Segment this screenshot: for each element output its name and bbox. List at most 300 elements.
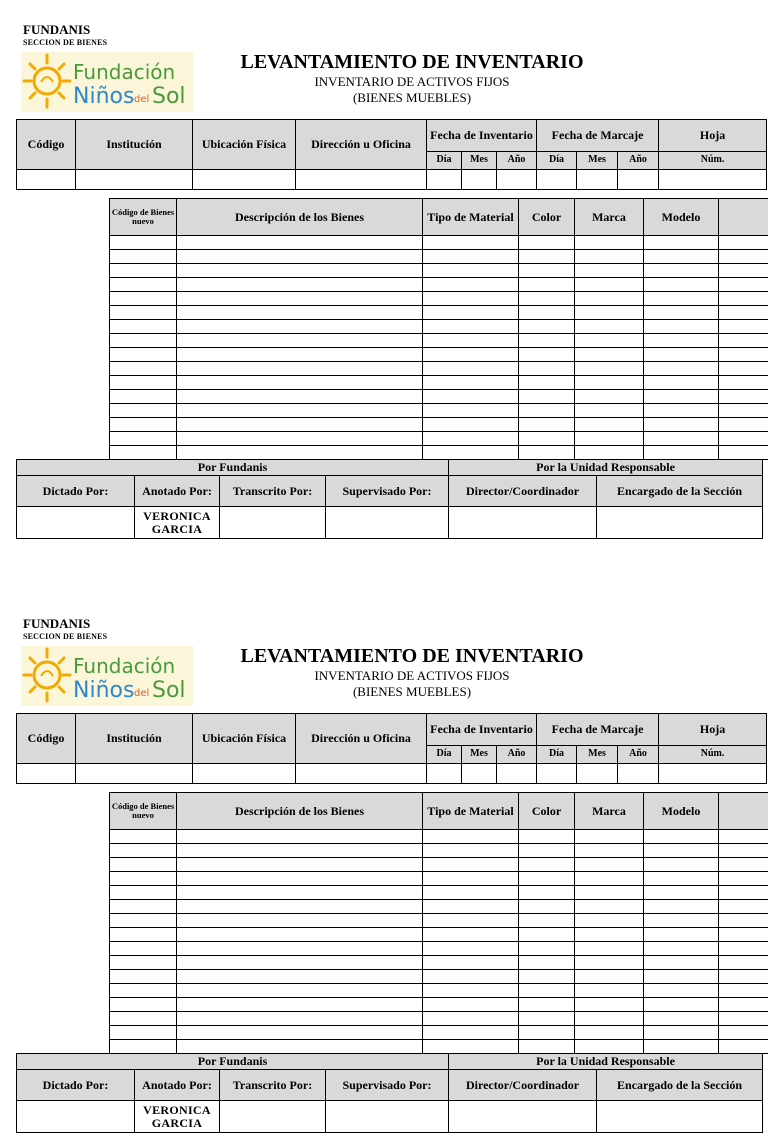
table-cell[interactable] [177,278,423,292]
table-cell[interactable] [177,390,423,404]
table-cell[interactable] [719,376,768,390]
table-cell[interactable] [519,872,575,886]
table-cell[interactable] [177,956,423,970]
table-cell[interactable] [177,928,423,942]
label-director: Director/Coordinador [449,1070,597,1101]
table-cell[interactable] [519,984,575,998]
table-cell[interactable] [519,1012,575,1026]
field-hoja-num[interactable] [659,170,767,190]
table-cell[interactable] [110,292,177,306]
table-cell[interactable] [423,914,519,928]
table-cell[interactable] [519,376,575,390]
table-cell[interactable] [575,404,644,418]
table-cell[interactable] [110,1026,177,1040]
table-cell[interactable] [719,830,768,844]
table-cell[interactable] [110,872,177,886]
field-director[interactable] [449,507,597,539]
table-cell[interactable] [423,1012,519,1026]
table-cell[interactable] [519,348,575,362]
table-cell[interactable] [644,278,719,292]
table-cell[interactable] [719,914,768,928]
table-cell[interactable] [423,292,519,306]
table-cell[interactable] [575,1026,644,1040]
table-cell[interactable] [177,984,423,998]
table-cell[interactable] [644,306,719,320]
table-cell[interactable] [719,334,768,348]
table-cell[interactable] [423,1026,519,1040]
table-cell[interactable] [177,292,423,306]
table-cell[interactable] [177,998,423,1012]
table-cell[interactable] [719,984,768,998]
table-cell[interactable] [644,998,719,1012]
table-cell[interactable] [644,376,719,390]
table-cell[interactable] [575,362,644,376]
table-cell[interactable] [519,418,575,432]
table-cell[interactable] [423,872,519,886]
field-codigo[interactable] [17,764,76,784]
table-cell[interactable] [177,886,423,900]
table-cell[interactable] [110,1012,177,1026]
col-extra [719,793,768,830]
table-cell[interactable] [177,914,423,928]
table-cell[interactable] [575,376,644,390]
table-cell[interactable] [519,914,575,928]
field-institucion[interactable] [76,764,193,784]
field-inv-mes[interactable] [462,764,497,784]
table-cell[interactable] [177,404,423,418]
table-cell[interactable] [719,1012,768,1026]
table-cell[interactable] [519,292,575,306]
table-cell[interactable] [719,1040,768,1054]
table-cell[interactable] [110,418,177,432]
col-mes: Mes [462,152,497,170]
table-cell[interactable] [519,250,575,264]
table-cell[interactable] [177,872,423,886]
field-ubicacion[interactable] [193,764,296,784]
table-cell[interactable] [423,334,519,348]
table-cell[interactable] [644,942,719,956]
table-cell[interactable] [575,1012,644,1026]
table-cell[interactable] [719,264,768,278]
table-cell[interactable] [719,886,768,900]
col-codigo-bienes: Código de Bienes nuevo [110,199,177,236]
table-cell[interactable] [575,278,644,292]
logo-line2c: Sol [152,678,186,703]
table-cell[interactable] [644,984,719,998]
table-cell[interactable] [177,348,423,362]
table-cell[interactable] [110,914,177,928]
field-transcrito[interactable] [220,507,326,539]
table-cell[interactable] [110,278,177,292]
table-row [110,250,768,264]
header-table [16,713,767,784]
table-cell[interactable] [719,446,768,460]
table-cell[interactable] [575,830,644,844]
table-cell[interactable] [575,970,644,984]
org-name: FUNDANIS [23,616,90,632]
table-cell[interactable] [644,418,719,432]
table-cell[interactable] [423,418,519,432]
table-row [110,362,768,376]
table-cell[interactable] [177,1040,423,1054]
fundacion-logo [21,52,193,112]
table-cell[interactable] [519,830,575,844]
table-cell[interactable] [177,264,423,278]
table-cell[interactable] [177,250,423,264]
table-cell[interactable] [423,306,519,320]
table-cell[interactable] [423,956,519,970]
logo-line2b: del [134,94,149,105]
table-cell[interactable] [519,236,575,250]
col-num: Núm. [659,152,767,170]
col-dia: Día [427,152,462,170]
table-cell[interactable] [719,348,768,362]
table-cell[interactable] [423,362,519,376]
table-cell[interactable] [423,446,519,460]
table-cell[interactable] [719,306,768,320]
table-cell[interactable] [177,432,423,446]
table-cell[interactable] [110,858,177,872]
col-anio: Año [618,152,659,170]
col-fecha-marcaje: Fecha de Marcaje [537,714,659,746]
table-cell[interactable] [719,250,768,264]
table-cell[interactable] [177,844,423,858]
field-hoja-num[interactable] [659,764,767,784]
table-cell[interactable] [423,264,519,278]
table-cell[interactable] [644,390,719,404]
field-transcrito[interactable] [220,1101,326,1133]
table-cell[interactable] [423,998,519,1012]
table-cell[interactable] [519,334,575,348]
table-cell[interactable] [177,306,423,320]
table-cell[interactable] [110,446,177,460]
table-cell[interactable] [519,886,575,900]
table-cell[interactable] [519,844,575,858]
table-cell[interactable] [644,362,719,376]
table-cell[interactable] [177,320,423,334]
table-cell[interactable] [575,292,644,306]
table-cell[interactable] [519,320,575,334]
table-cell[interactable] [719,404,768,418]
form-subtitle: INVENTARIO DE ACTIVOS FIJOS [190,74,634,90]
table-cell[interactable] [423,320,519,334]
table-cell[interactable] [519,858,575,872]
table-cell[interactable] [575,998,644,1012]
table-cell[interactable] [519,928,575,942]
table-cell[interactable] [519,970,575,984]
table-cell[interactable] [177,858,423,872]
table-cell[interactable] [575,264,644,278]
table-cell[interactable] [719,236,768,250]
anotado-name: VERONICA GARCIA [135,507,220,539]
field-inv-mes[interactable] [462,170,497,190]
table-cell[interactable] [575,872,644,886]
table-cell[interactable] [177,362,423,376]
table-cell[interactable] [177,830,423,844]
col-dia: Día [427,746,462,764]
table-cell[interactable] [110,264,177,278]
col-modelo: Modelo [644,793,719,830]
table-cell[interactable] [177,446,423,460]
table-cell[interactable] [177,334,423,348]
table-cell[interactable] [177,1012,423,1026]
table-cell[interactable] [644,928,719,942]
table-cell[interactable] [719,390,768,404]
table-cell[interactable] [575,858,644,872]
table-cell[interactable] [519,998,575,1012]
table-cell[interactable] [575,250,644,264]
table-cell[interactable] [644,858,719,872]
col-codigo: Código [17,714,76,764]
table-cell[interactable] [575,942,644,956]
table-cell[interactable] [110,236,177,250]
col-num: Núm. [659,746,767,764]
table-cell[interactable] [423,404,519,418]
table-cell[interactable] [644,844,719,858]
table-cell[interactable] [110,306,177,320]
table-cell[interactable] [644,264,719,278]
table-cell[interactable] [575,914,644,928]
label-anotado: Anotado Por: [135,1070,220,1101]
table-cell[interactable] [110,376,177,390]
field-mar-anio[interactable] [618,764,659,784]
table-cell[interactable] [644,914,719,928]
table-cell[interactable] [519,446,575,460]
table-cell[interactable] [177,236,423,250]
field-institucion[interactable] [76,170,193,190]
table-cell[interactable] [110,984,177,998]
table-cell[interactable] [177,418,423,432]
table-cell[interactable] [644,956,719,970]
table-cell[interactable] [575,900,644,914]
table-cell[interactable] [110,886,177,900]
table-cell[interactable] [519,404,575,418]
field-mar-dia[interactable] [537,764,577,784]
table-cell[interactable] [519,264,575,278]
col-modelo: Modelo [644,199,719,236]
table-cell[interactable] [423,984,519,998]
table-cell[interactable] [423,858,519,872]
field-supervisado[interactable] [326,507,449,539]
table-cell[interactable] [110,942,177,956]
table-row [110,236,768,250]
col-descripcion: Descripción de los Bienes [177,199,423,236]
table-cell[interactable] [644,334,719,348]
table-cell[interactable] [519,390,575,404]
table-cell[interactable] [719,858,768,872]
table-cell[interactable] [177,1026,423,1040]
col-fecha-inventario: Fecha de Inventario [427,120,537,152]
table-cell[interactable] [575,348,644,362]
table-cell[interactable] [719,872,768,886]
table-cell[interactable] [575,984,644,998]
table-cell[interactable] [644,236,719,250]
table-cell[interactable] [719,900,768,914]
table-cell[interactable] [110,830,177,844]
table-cell[interactable] [644,872,719,886]
table-cell[interactable] [423,390,519,404]
table-cell[interactable] [644,348,719,362]
table-cell[interactable] [575,390,644,404]
table-row [110,830,768,844]
table-cell[interactable] [423,278,519,292]
field-inv-anio[interactable] [497,170,537,190]
table-cell[interactable] [575,1040,644,1054]
table-cell[interactable] [423,1040,519,1054]
field-dictado[interactable] [17,1101,135,1133]
field-mar-anio[interactable] [618,170,659,190]
table-cell[interactable] [719,970,768,984]
table-cell[interactable] [110,404,177,418]
table-cell[interactable] [110,900,177,914]
table-cell[interactable] [719,844,768,858]
table-cell[interactable] [110,362,177,376]
table-cell[interactable] [423,942,519,956]
field-dictado[interactable] [17,507,135,539]
table-cell[interactable] [719,956,768,970]
table-cell[interactable] [423,830,519,844]
table-cell[interactable] [719,998,768,1012]
table-cell[interactable] [575,446,644,460]
table-cell[interactable] [423,432,519,446]
table-cell[interactable] [575,418,644,432]
field-director[interactable] [449,1101,597,1133]
field-inv-anio[interactable] [497,764,537,784]
table-cell[interactable] [423,844,519,858]
field-mar-mes[interactable] [577,764,618,784]
table-cell[interactable] [519,432,575,446]
table-cell[interactable] [177,900,423,914]
table-cell[interactable] [110,432,177,446]
form-subtitle: INVENTARIO DE ACTIVOS FIJOS [190,668,634,684]
table-cell[interactable] [644,320,719,334]
table-cell[interactable] [519,278,575,292]
table-cell[interactable] [575,886,644,900]
table-cell[interactable] [423,348,519,362]
table-cell[interactable] [575,844,644,858]
field-inv-dia[interactable] [427,764,462,784]
table-cell[interactable] [110,320,177,334]
col-fecha-marcaje: Fecha de Marcaje [537,120,659,152]
table-cell[interactable] [519,306,575,320]
table-cell[interactable] [177,970,423,984]
field-direccion[interactable] [296,170,427,190]
table-cell[interactable] [644,1012,719,1026]
field-direccion[interactable] [296,764,427,784]
items-table [109,792,768,1054]
label-encargado: Encargado de la Sección [597,476,763,507]
table-cell[interactable] [423,236,519,250]
table-cell[interactable] [719,362,768,376]
table-cell[interactable] [575,320,644,334]
table-cell[interactable] [575,334,644,348]
col-direccion: Dirección u Oficina [296,120,427,170]
field-supervisado[interactable] [326,1101,449,1133]
col-extra [719,199,768,236]
table-cell[interactable] [644,970,719,984]
col-hoja: Hoja [659,120,767,152]
table-cell[interactable] [644,250,719,264]
table-cell[interactable] [575,928,644,942]
table-cell[interactable] [644,404,719,418]
table-cell[interactable] [423,928,519,942]
table-row [110,886,768,900]
field-ubicacion[interactable] [193,170,296,190]
table-cell[interactable] [644,830,719,844]
label-director: Director/Coordinador [449,476,597,507]
table-cell[interactable] [519,900,575,914]
table-cell[interactable] [719,320,768,334]
table-cell[interactable] [719,942,768,956]
table-cell[interactable] [719,292,768,306]
table-cell[interactable] [177,942,423,956]
table-cell[interactable] [719,278,768,292]
table-row [110,956,768,970]
table-cell[interactable] [423,970,519,984]
table-cell[interactable] [519,1040,575,1054]
field-codigo[interactable] [17,170,76,190]
col-anio: Año [497,152,537,170]
table-cell[interactable] [519,942,575,956]
sun-icon [24,55,70,107]
table-cell[interactable] [575,306,644,320]
table-cell[interactable] [110,998,177,1012]
table-cell[interactable] [519,956,575,970]
table-cell[interactable] [519,1026,575,1040]
table-cell[interactable] [644,432,719,446]
table-cell[interactable] [719,432,768,446]
table-cell[interactable] [110,970,177,984]
table-cell[interactable] [575,956,644,970]
table-cell[interactable] [110,334,177,348]
table-cell[interactable] [177,376,423,390]
table-cell[interactable] [644,292,719,306]
field-encargado[interactable] [597,1101,763,1133]
table-cell[interactable] [110,1040,177,1054]
field-mar-dia[interactable] [537,170,577,190]
table-cell[interactable] [575,236,644,250]
table-cell[interactable] [423,376,519,390]
table-cell[interactable] [719,1026,768,1040]
items-table [109,198,768,460]
table-cell[interactable] [110,928,177,942]
form-subtitle-2: (BIENES MUEBLES) [190,684,634,700]
table-cell[interactable] [644,886,719,900]
table-cell[interactable] [110,348,177,362]
table-cell[interactable] [110,844,177,858]
table-cell[interactable] [644,1040,719,1054]
table-cell[interactable] [110,250,177,264]
table-cell[interactable] [423,900,519,914]
table-cell[interactable] [644,446,719,460]
section-por-fundanis: Por Fundanis [17,1054,449,1070]
field-encargado[interactable] [597,507,763,539]
field-inv-dia[interactable] [427,170,462,190]
table-cell[interactable] [110,390,177,404]
field-mar-mes[interactable] [577,170,618,190]
section-por-fundanis: Por Fundanis [17,460,449,476]
table-cell[interactable] [644,1026,719,1040]
table-row [110,320,768,334]
table-cell[interactable] [719,928,768,942]
table-cell[interactable] [644,900,719,914]
table-cell[interactable] [575,432,644,446]
table-cell[interactable] [719,418,768,432]
table-cell[interactable] [423,250,519,264]
table-cell[interactable] [423,886,519,900]
table-cell[interactable] [519,362,575,376]
table-cell[interactable] [110,956,177,970]
